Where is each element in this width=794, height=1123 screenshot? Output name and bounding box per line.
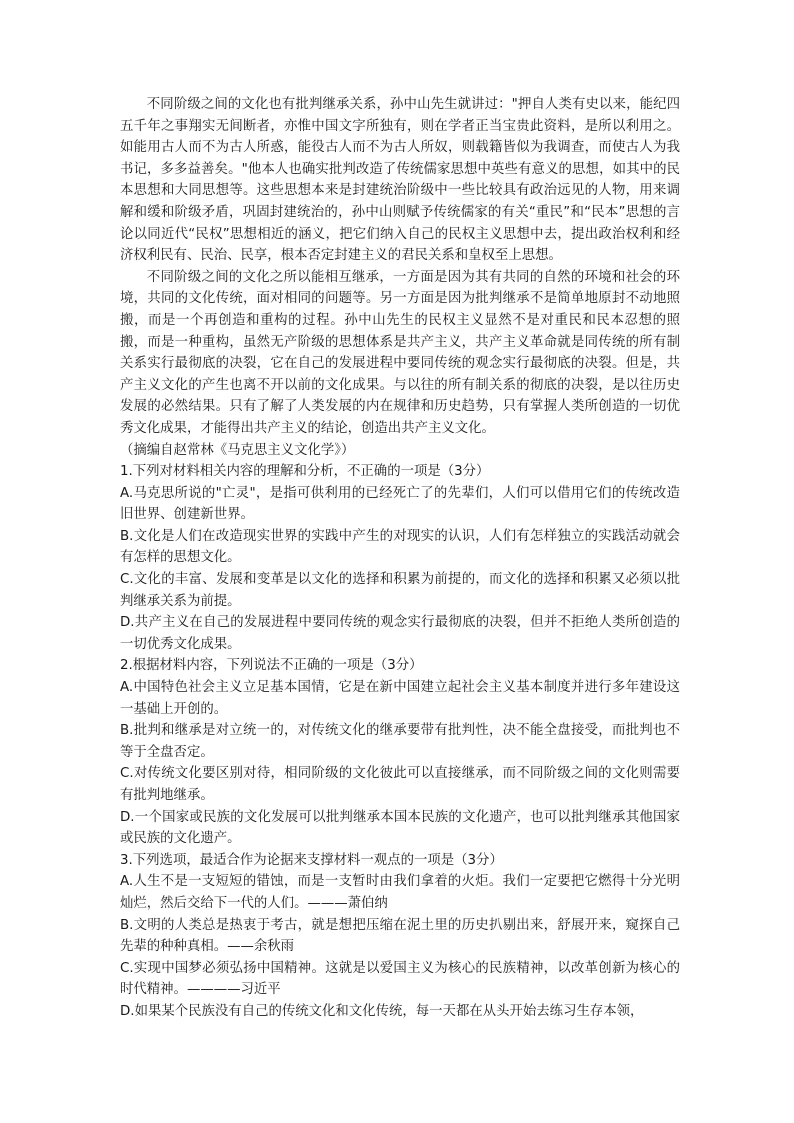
option-a: A.中国特色社会主义立足基本国情，它是在新中国建立起社会主义基本制度并进行多年建设这一基础上开创的。 bbox=[120, 680, 680, 717]
paragraph-2: 不同阶级之间的文化之所以能相互继承，一方面是因为其有共同的自然的环境和社会的环境，共同的文化传统，面对相同的问题等。另一方面是因为批判继承不是简单地原封不动地照搬，而是一个再创造和重构的过程。孙中山先生的民权主义显然不是对重民和民本忍想的照搬，而是一种重构，虽然无产阶级的思想体系是共产主义，共产主义革命就是同传统的所有制关系实行最彻底的决裂，它在自己的发展进程中要同传统的观念实行最彻底的决裂。但是，共产主义文化的产生也离不开以前的文化成果。与以往的所有制关系的彻底的决裂，是以往历史发展的必然结果。只有了解了人类发展的内在规律和历史趋势，只有掌握人类所创造的一切优秀文化成果，才能得出共产主义的结论，创造出共产主义文化。 bbox=[120, 269, 680, 436]
option-b: B.文明的人类总是热衷于考古，就是想把压缩在泥土里的历史扒剔出来，舒展开来，窥探自己先辈的种种真相。——余秋雨 bbox=[120, 917, 680, 955]
option-c: C.对传统文化要区别对待，相同阶级的文化彼此可以直接继承，而不同阶级之间的文化则需要有批判地继承。 bbox=[120, 766, 680, 803]
option-b: B.批判和继承是对立统一的，对传统文化的继承要带有批判性，决不能全盘接受，而批判也不等于全盘否定。 bbox=[120, 723, 680, 760]
option-c: C.实现中国梦必须弘扬中国精神。这就是以爱国主义为核心的民族精神，以改革创新为核心的时代精神。————习近平 bbox=[120, 960, 680, 998]
option-d: D.如果某个民族没有自己的传统文化和文化传统，每一天都在从头开始去练习生存本领， bbox=[120, 1003, 644, 1019]
option-a: A.人生不是一支短短的错蚀，而是一支暂时由我们拿着的火炬。我们一定要把它燃得十分光明灿烂，然后交给下一代的人们。———萧伯纳 bbox=[120, 874, 680, 911]
option-a: A.马克思所说的"亡灵"，是指可供利用的已经死亡了的先辈们，人们可以借用它们的传统改造旧世界、创建新世界。 bbox=[120, 485, 680, 523]
paragraph-1: 不同阶级之间的文化也有批判继承关系，孙中山先生就讲过："押自人类有史以来，能纪四五千年之事翔实无间断者，亦惟中国文字所独有，则在学者正当宝贵此资料，是所以利用之。如能用古人而不为古人所惑，能役古人而不为古人所奴，则载籍皆似为我调查，而使古人为我书记，多多益善矣。"他本人也确实批判改造了传统儒家思想中英些有意义的思想，如其中的民本思想和大同思想等。这些思想本来是封建统治阶级中一些比较具有政治远见的人物，用来调解和缓和阶级矛盾，巩固封建统治的，孙中山则赋予传统儒家的有关“重民”和“民本”思想的言论以同近代“民权”思想相近的涵义，把它们纳入自己的民权主义思想中去，提出政治权利和经济权利民有、民治、民享，根本否定封建主义的君民关系和皇权至上思想。 bbox=[120, 97, 680, 264]
option-c: C.文化的丰富、发展和变革是以文化的选择和积累为前提的，而文化的选择和积累又必须以批判继承关系为前提。 bbox=[120, 572, 680, 609]
source-citation: （摘编自赵常林《马克思主义文化学》） bbox=[120, 442, 355, 458]
question-stem: 1.下列对材料相关内容的理解和分析，不正确的一项是（3分） bbox=[120, 464, 490, 480]
option-d: D.一个国家或民族的文化发展可以批判继承本国本民族的文化遗产，也可以批判继承其他国家或民族的文化遗产。 bbox=[120, 809, 680, 847]
option-d: D.共产主义在自己的发展进程中要同传统的观念实行最彻底的决裂，但并不拒绝人类所创造的一切优秀文化成果。 bbox=[120, 615, 680, 652]
question-1 bbox=[120, 461, 680, 655]
option-b: B.文化是人们在改造现实世界的实践中产生的对现实的认识，人们有怎样独立的实践活动就会有怎样的思想文化。 bbox=[120, 528, 680, 566]
question-2 bbox=[120, 655, 680, 849]
question-stem: 3.下列选项，最适合作为论据来支撑材料一观点的一项是（3分） bbox=[120, 852, 503, 868]
document-body bbox=[120, 94, 680, 1023]
question-stem: 2.根据材料内容，下列说法不正确的一项是（3分） bbox=[120, 658, 423, 674]
question-3 bbox=[120, 850, 680, 1023]
